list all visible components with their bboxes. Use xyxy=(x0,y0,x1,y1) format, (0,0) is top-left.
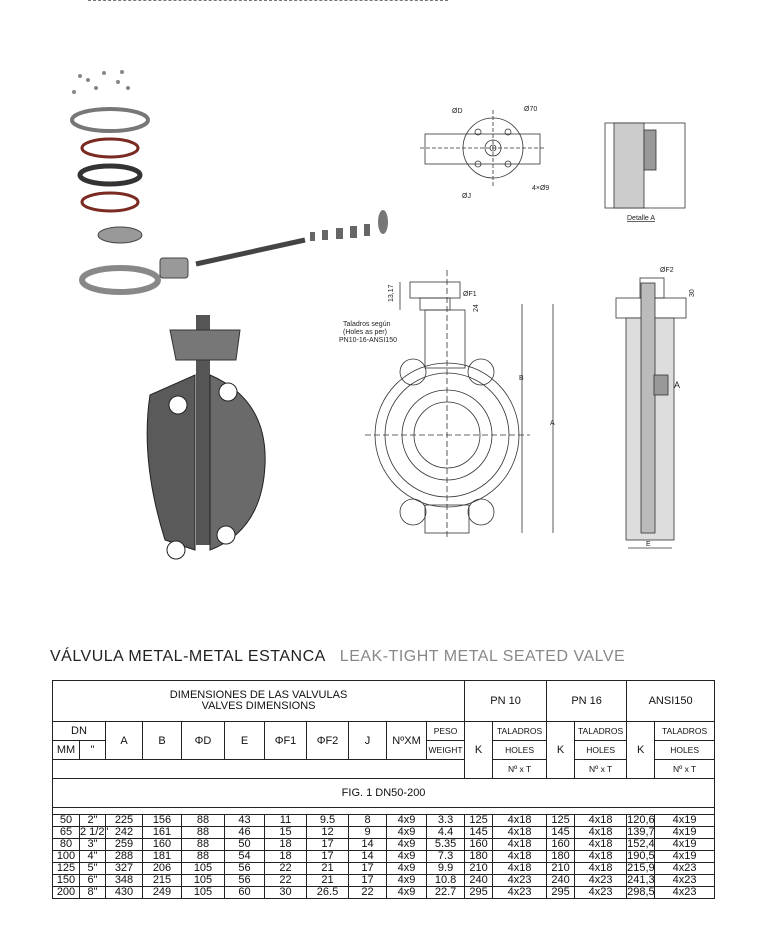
valve-3d-render xyxy=(147,315,265,559)
top-view-drawing xyxy=(420,110,545,188)
table-cell: 225 xyxy=(106,815,143,827)
table-cell: 4x18 xyxy=(493,863,547,875)
header-k-pn16: K xyxy=(547,722,575,779)
label-a: A xyxy=(550,420,555,427)
table-cell: 125 xyxy=(53,863,80,875)
table-cell: 21 xyxy=(307,875,349,887)
heading-english: LEAK-TIGHT METAL SEATED VALVE xyxy=(339,648,626,665)
table-cell: 8" xyxy=(80,887,106,899)
table-cell: 12 xyxy=(307,827,349,839)
header-dn: DN xyxy=(53,722,106,741)
table-cell: 4x9 xyxy=(387,851,427,863)
header-holes-ansi: HOLES xyxy=(655,741,715,760)
table-cell: 240 xyxy=(465,875,493,887)
table-cell: 65 xyxy=(53,827,80,839)
header-taladros-pn10: TALADROS xyxy=(493,722,547,741)
header-ansi150: ANSI150 xyxy=(627,681,715,722)
table-cell: 3.3 xyxy=(427,815,465,827)
table-cell: 17 xyxy=(349,863,387,875)
table-cell: 21 xyxy=(307,863,349,875)
header-j: J xyxy=(349,722,387,760)
table-cell: 160 xyxy=(465,839,493,851)
header-mm: MM xyxy=(53,741,80,760)
label-taladros-1: Taladros según xyxy=(343,321,391,328)
table-cell: 26.5 xyxy=(307,887,349,899)
table-cell: 30 xyxy=(265,887,307,899)
table-cell: 88 xyxy=(182,827,225,839)
label-a-detail: A xyxy=(674,380,681,390)
table-cell: 2 1/2" xyxy=(80,826,109,838)
table-cell: 5.35 xyxy=(427,839,465,851)
table-cell: 18 xyxy=(265,839,307,851)
table-cell: 210 xyxy=(547,863,575,875)
table-cell: 215 xyxy=(143,875,182,887)
detail-a-drawing xyxy=(605,123,685,208)
side-section-drawing xyxy=(616,278,686,548)
table-cell: 4x23 xyxy=(655,863,715,875)
header-holes-pn16: HOLES xyxy=(575,741,627,760)
table-cell: 17 xyxy=(307,851,349,863)
table-cell: 327 xyxy=(106,863,143,875)
header-k-ansi: K xyxy=(627,722,655,779)
table-cell: 4x9 xyxy=(387,839,427,851)
table-cell: 259 xyxy=(106,839,143,851)
header-nxt-pn10: Nº x T xyxy=(493,760,547,779)
table-cell: 50 xyxy=(53,815,80,827)
table-cell: 430 xyxy=(106,887,143,899)
header-b: B xyxy=(143,722,182,760)
table-body xyxy=(53,815,715,899)
label-b: B xyxy=(519,375,524,382)
table-cell: 5" xyxy=(80,863,106,875)
label-of2: ØF2 xyxy=(660,267,674,274)
table-cell: 4x18 xyxy=(575,851,627,863)
table-cell: 156 xyxy=(143,815,182,827)
header-nxm: NºXM xyxy=(387,722,427,760)
table-cell: 190,5 xyxy=(627,850,655,862)
table-cell: 160 xyxy=(547,839,575,851)
table-cell: 4" xyxy=(80,851,106,863)
table-cell: 125 xyxy=(465,815,493,827)
table-cell: 240 xyxy=(547,875,575,887)
header-taladros-ansi: TALADROS xyxy=(655,722,715,741)
table-row xyxy=(53,875,715,887)
table-cell: 4x9 xyxy=(387,875,427,887)
table-row xyxy=(53,887,715,899)
table-row xyxy=(53,863,715,875)
table-cell: 60 xyxy=(225,887,265,899)
table-row xyxy=(53,851,715,863)
table-cell: 150 xyxy=(53,875,80,887)
table-cell: 145 xyxy=(547,827,575,839)
table-cell: 4x18 xyxy=(575,839,627,851)
table-cell: 22 xyxy=(265,863,307,875)
table-cell: 249 xyxy=(143,887,182,899)
table-cell: 210 xyxy=(465,863,493,875)
table-title-cell xyxy=(53,681,465,722)
table-cell: 295 xyxy=(465,887,493,899)
table-cell: 10.8 xyxy=(427,875,465,887)
table-cell: 152,4 xyxy=(627,838,655,850)
table-cell: 4x18 xyxy=(493,827,547,839)
label-od: ØD xyxy=(452,108,463,115)
table-cell: 241,3 xyxy=(627,874,655,886)
table-cell: 125 xyxy=(547,815,575,827)
label-detail-a: Detalle A xyxy=(627,215,656,222)
table-cell: 4x18 xyxy=(493,839,547,851)
table-cell: 43 xyxy=(225,815,265,827)
table-cell: 88 xyxy=(182,815,225,827)
table-cell: 6" xyxy=(80,875,106,887)
table-cell: 4x19 xyxy=(655,815,715,827)
table-cell: 46 xyxy=(225,827,265,839)
table-cell: 298,5 xyxy=(627,886,655,898)
exploded-view xyxy=(72,70,388,292)
header-taladros-pn16: TALADROS xyxy=(575,722,627,741)
table-cell: 2" xyxy=(80,815,106,827)
table-cell: 4.4 xyxy=(427,827,465,839)
table-cell: 288 xyxy=(106,851,143,863)
table-cell: 3" xyxy=(80,839,106,851)
header-nxt-ansi: Nº x T xyxy=(655,760,715,779)
table-cell: 4x23 xyxy=(655,887,715,899)
table-cell: 100 xyxy=(53,851,80,863)
table-cell: 8 xyxy=(349,815,387,827)
header-pn10: PN 10 xyxy=(465,681,547,722)
label-dim-30: 30 xyxy=(689,289,696,297)
table-cell: 56 xyxy=(225,875,265,887)
table-cell: 15 xyxy=(265,827,307,839)
heading-spanish: VÁLVULA METAL-METAL ESTANCA xyxy=(50,648,326,665)
label-o70: Ø70 xyxy=(524,106,538,113)
table-cell: 9.9 xyxy=(427,863,465,875)
table-cell: 4x9 xyxy=(387,863,427,875)
table-cell: 105 xyxy=(182,875,225,887)
table-cell: 7.3 xyxy=(427,851,465,863)
section-heading xyxy=(50,648,625,666)
table-cell: 105 xyxy=(182,887,225,899)
header-holes-pn10: HOLES xyxy=(493,741,547,760)
table-cell: 200 xyxy=(53,887,80,899)
table-cell: 4x9 xyxy=(387,827,427,839)
label-holes: 4×Ø9 xyxy=(532,185,550,192)
table-cell: 139,7 xyxy=(627,826,655,838)
fig-caption: FIG. 1 DN50-200 xyxy=(53,779,715,808)
dimensions-table xyxy=(52,680,715,899)
table-cell: 14 xyxy=(349,851,387,863)
table-cell: 80 xyxy=(53,839,80,851)
table-cell: 4x19 xyxy=(655,839,715,851)
table-cell: 348 xyxy=(106,875,143,887)
table-cell: 4x9 xyxy=(387,815,427,827)
header-k-pn10: K xyxy=(465,722,493,779)
table-cell: 145 xyxy=(465,827,493,839)
header-a: A xyxy=(106,722,143,760)
table-cell: 120,6 xyxy=(627,814,655,826)
table-cell: 4x18 xyxy=(575,815,627,827)
table-cell: 18 xyxy=(265,851,307,863)
header-nxt-pn16: Nº x T xyxy=(575,760,627,779)
table-cell: 4x19 xyxy=(655,827,715,839)
table-cell: 161 xyxy=(143,827,182,839)
table-cell: 215,9 xyxy=(627,862,655,874)
header-d: ΦD xyxy=(182,722,225,760)
table-cell: 160 xyxy=(143,839,182,851)
table-cell: 22 xyxy=(265,875,307,887)
table-cell: 88 xyxy=(182,851,225,863)
header-inch: " xyxy=(80,741,106,760)
header-peso: PESO xyxy=(427,722,465,741)
front-view-drawing xyxy=(365,270,553,540)
label-taladros-2: (Holes as per) xyxy=(343,329,387,336)
table-cell: 295 xyxy=(547,887,575,899)
table-cell: 181 xyxy=(143,851,182,863)
header-f2: ΦF2 xyxy=(307,722,349,760)
label-e: E xyxy=(646,541,651,548)
table-cell: 4x23 xyxy=(493,887,547,899)
header-pn16: PN 16 xyxy=(547,681,627,722)
table-row xyxy=(53,827,715,839)
table-cell: 9.5 xyxy=(307,815,349,827)
header-e: E xyxy=(225,722,265,760)
header-f1: ΦF1 xyxy=(265,722,307,760)
table-cell: 4x18 xyxy=(575,827,627,839)
table-cell: 9 xyxy=(349,827,387,839)
table-cell: 50 xyxy=(225,839,265,851)
table-cell: 206 xyxy=(143,863,182,875)
table-title-es: DIMENSIONES DE LAS VALVULAS xyxy=(169,689,348,701)
table-cell: 4x18 xyxy=(493,815,547,827)
table-cell: 4x23 xyxy=(655,875,715,887)
table-cell: 4x23 xyxy=(493,875,547,887)
table-cell: 22 xyxy=(349,887,387,899)
table-cell: 180 xyxy=(465,851,493,863)
label-dj: ØJ xyxy=(462,193,471,200)
table-title-en: VALVES DIMENSIONS xyxy=(201,700,316,712)
table-cell: 17 xyxy=(307,839,349,851)
label-dim-24: 24 xyxy=(473,304,480,312)
table-cell: 4x9 xyxy=(387,887,427,899)
table-cell: 14 xyxy=(349,839,387,851)
table-cell: 17 xyxy=(349,875,387,887)
table-cell: 88 xyxy=(182,839,225,851)
table-cell: 4x23 xyxy=(575,875,627,887)
label-taladros-3: PN10-16-ANSI150 xyxy=(339,337,397,344)
table-cell: 4x18 xyxy=(493,851,547,863)
table-cell: 22.7 xyxy=(427,887,465,899)
table-cell: 11 xyxy=(265,815,307,827)
table-cell: 4x19 xyxy=(655,851,715,863)
table-cell: 4x18 xyxy=(575,863,627,875)
table-row xyxy=(53,815,715,827)
label-of1: ØF1 xyxy=(463,291,477,298)
label-dim-1317: 13,17 xyxy=(388,284,395,302)
table-cell: 105 xyxy=(182,863,225,875)
header-weight: WEIGHT xyxy=(427,741,465,760)
table-cell: 4x23 xyxy=(575,887,627,899)
table-cell: 180 xyxy=(547,851,575,863)
table-cell: 54 xyxy=(225,851,265,863)
table-cell: 56 xyxy=(225,863,265,875)
table-cell: 242 xyxy=(106,827,143,839)
table-row xyxy=(53,839,715,851)
